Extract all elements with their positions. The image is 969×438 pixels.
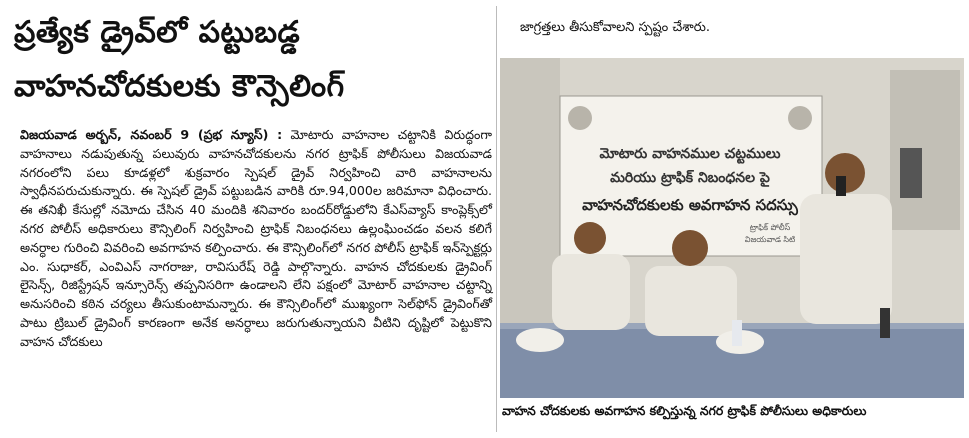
banner-small-2: విజయవాడ సిటి <box>744 235 796 244</box>
microphone-icon <box>836 176 846 196</box>
dateline: విజయవాడ అర్బన్, నవంబర్ 9 (ప్రభ న్యూస్) : <box>20 127 283 142</box>
officer-middle-head <box>672 230 708 266</box>
officer-left-body <box>552 254 630 330</box>
banner-line-2: మరియు ట్రాఫిక్ నిబంధనల పై <box>610 170 770 186</box>
photo-caption: వాహన చోదకులకు అవగాహన కల్పిస్తున్న నగర ట్రాఫిక్ పోలీసులు అధికారులు <box>502 403 867 418</box>
headline-line-2: వాహనచోదకులకు కౌన్సెలింగ్ <box>14 69 345 104</box>
cap-1 <box>516 328 564 352</box>
column-divider <box>496 6 497 432</box>
banner-small-1: ట్రాఫిక్ పోలీస్ <box>749 223 791 232</box>
officer-standing-body <box>800 194 892 324</box>
headline-line-1: ప్రత్యేక డ్రైవ్‌లో పట్టుబడ్డ <box>14 15 301 50</box>
walkie-talkie <box>880 308 890 338</box>
officer-left-head <box>574 222 606 254</box>
banner-line-1: మోటారు వాహనముల చట్టములు <box>599 146 781 162</box>
article-body <box>20 126 492 352</box>
continuation-text: జాగ్రత్తలు తీసుకోవాలని స్పష్టం చేశారు. <box>520 20 711 35</box>
news-photo <box>500 58 964 398</box>
body-text: మోటారు వాహనాల చట్టానికి విరుద్ధంగా వాహనాలు నడుపుతున్న పలువురు వాహనచోదకులను నగర ట్రాఫిక్ పోలీసులు విజయవాడ నగరంలోని పలు కూడళ్లలో శుక్రవారం స్పెషల్ డ్రైవ్ నిర్వహించి వారి వాహనాలను స్వాధీనపరుచుకున్నారు. ఈ స్పెషల్ డ్రైవ్ పట్టుబడిన వారికి రూ.94,000ల జరిమానా విధించారు. ఈ తనిఖీ కేసుల్లో నమోదు చేసిన 40 మందికి శనివారం బందర్‌రోడ్డులోని కేఎస్‌వ్యాస్ కాంప్లెక్స్‌లో నగర పోలీస్ అధికారులు కౌన్సిలింగ్ నిర్వహించి ట్రాఫిక్ నిబంధనలు ఉల్లంఘించడం వలన కలిగే అనర్ధాల గురించి వివరించి అవగాహన కల్పించారు. ఈ కౌన్సిలింగ్‌లో నగర పోలీస్ ట్రాఫిక్ ఇన్‌స్పెక్టర్లు ఎం. సుధాకర్, ఎంవిఎస్ నాగరాజు, రావిసురేష్ రెడ్డి పాల్గొన్నారు. వాహన చోదకులకు డ్రైవింగ్ లైసెన్స్, రిజిస్ట్రేషన్ ఇన్సూరెన్స్ తప్పనిసరిగా ఉండాలని లేని పక్షంలో మోటార్ వాహనాల చట్టాన్ని అనుసరించి కఠిన చర్యలు తీసుకుంటామన్నారు. ఈ కౌన్సిలింగ్‌లో ముఖ్యంగా సెల్‌ఫోన్ డ్రైవింగ్‌తో పాటు ట్రిబుల్ డ్రైవింగ్ కారణంగా అనేక అనర్ధాలు జరుగుతున్నాయని వీటిని దృష్టిలో పెట్టుకొని వాహన చోదకులు <box>20 127 492 349</box>
water-bottle <box>732 320 742 346</box>
officer-middle-body <box>645 266 737 336</box>
photo-illustration <box>500 58 964 398</box>
banner-line-3: వాహనచోదకులకు అవగాహన సదస్సు <box>582 196 798 214</box>
headline <box>14 6 484 114</box>
